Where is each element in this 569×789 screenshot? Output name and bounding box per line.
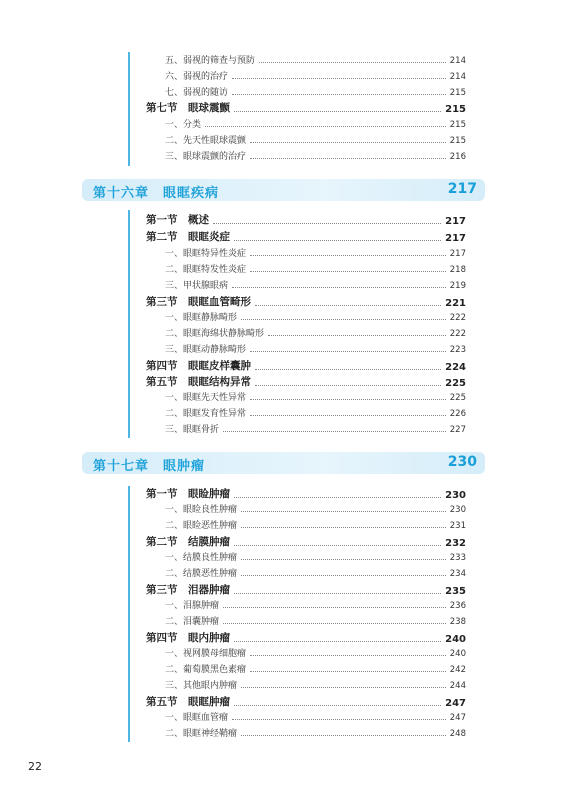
toc-item[interactable] (165, 710, 466, 723)
toc-section-label: 第二节 眼眶炎症 (146, 231, 230, 243)
leader-dots (250, 142, 446, 143)
toc-item-label: 六、弱视的治疗 (165, 72, 229, 82)
toc-item[interactable] (165, 646, 466, 659)
toc-accent-line (128, 52, 130, 166)
toc-section-page: 224 (445, 362, 466, 373)
leader-dots (241, 559, 446, 560)
leader-dots (250, 415, 446, 416)
toc-section-label: 第一节 眼睑肿瘤 (146, 488, 230, 500)
toc-item[interactable] (165, 614, 466, 627)
chapter-header[interactable] (82, 179, 485, 201)
leader-dots (223, 431, 446, 432)
toc-item-page: 231 (449, 521, 466, 531)
chapter-title: 第十七章 眼肿瘤 (93, 459, 206, 474)
toc-item-page: 216 (449, 152, 466, 162)
toc-item-page: 215 (449, 136, 466, 146)
toc-item-page: 222 (449, 313, 466, 323)
toc-item-page: 215 (449, 88, 466, 98)
toc-section-page: 247 (445, 698, 466, 709)
leader-dots (241, 575, 446, 576)
toc-section[interactable] (146, 294, 466, 309)
toc-item[interactable] (165, 662, 466, 675)
toc-item[interactable] (165, 726, 466, 739)
toc-section-page: 230 (445, 490, 466, 501)
toc-item-label: 一、眼眶特异性炎症 (165, 249, 247, 259)
toc-accent-line (128, 210, 130, 438)
toc-item[interactable] (165, 390, 466, 403)
toc-section[interactable] (146, 486, 466, 501)
chapter-page: 230 (447, 454, 477, 470)
toc-item[interactable] (165, 117, 466, 130)
toc-item[interactable] (165, 678, 466, 691)
leader-dots (259, 62, 446, 63)
leader-dots (250, 399, 446, 400)
leader-dots (255, 385, 441, 386)
leader-dots (250, 655, 446, 656)
toc-item-page: 236 (449, 601, 466, 611)
leader-dots (234, 593, 441, 594)
chapter-page: 217 (447, 181, 477, 197)
leader-dots (234, 497, 441, 498)
leader-dots (241, 687, 446, 688)
toc-item-label: 二、结膜恶性肿瘤 (165, 569, 238, 579)
toc-item[interactable] (165, 406, 466, 419)
toc-section[interactable] (146, 534, 466, 549)
toc-item-label: 三、眼眶骨折 (165, 425, 220, 435)
leader-dots (232, 719, 446, 720)
toc-item-page: 227 (449, 425, 466, 435)
toc-item[interactable] (165, 53, 466, 66)
leader-dots (234, 111, 441, 112)
leader-dots (250, 671, 446, 672)
toc-item-page: 226 (449, 409, 466, 419)
toc-section[interactable] (146, 229, 466, 244)
toc-item-label: 一、眼睑良性肿瘤 (165, 505, 238, 515)
toc-item-label: 一、视网膜母细胞瘤 (165, 649, 247, 659)
toc-section[interactable] (146, 582, 466, 597)
toc-item-label: 七、弱视的随访 (165, 88, 229, 98)
toc-item-page: 248 (449, 729, 466, 739)
leader-dots (234, 240, 441, 241)
chapter-header[interactable] (82, 452, 485, 474)
toc-item-label: 一、结膜良性肿瘤 (165, 553, 238, 563)
toc-item-label: 二、眼眶神经鞘瘤 (165, 729, 238, 739)
toc-item[interactable] (165, 502, 466, 515)
toc-item-page: 214 (449, 56, 466, 66)
toc-item-label: 二、泪囊肿瘤 (165, 617, 220, 627)
toc-section-page: 232 (445, 538, 466, 549)
toc-section-label: 第四节 眼眶皮样囊肿 (146, 360, 251, 372)
toc-item-label: 二、眼眶特发性炎症 (165, 265, 247, 275)
toc-item-page: 247 (449, 713, 466, 723)
toc-item-page: 214 (449, 72, 466, 82)
leader-dots (250, 351, 446, 352)
toc-section-page: 225 (445, 378, 466, 389)
toc-item-label: 二、眼眶海绵状静脉畸形 (165, 329, 265, 339)
toc-section[interactable] (146, 358, 466, 373)
toc-item-page: 230 (449, 505, 466, 515)
toc-item-page: 223 (449, 345, 466, 355)
toc-item[interactable] (165, 422, 466, 435)
leader-dots (241, 527, 446, 528)
toc-item-label: 三、甲状腺眼病 (165, 281, 229, 291)
leader-dots (250, 158, 446, 159)
toc-item-page: 233 (449, 553, 466, 563)
toc-section-label: 第五节 眼眶肿瘤 (146, 696, 230, 708)
toc-item-page: 218 (449, 265, 466, 275)
leader-dots (241, 319, 446, 320)
leader-dots (255, 369, 441, 370)
leader-dots (232, 78, 446, 79)
toc-item[interactable] (165, 69, 466, 82)
toc-item-page: 238 (449, 617, 466, 627)
toc-item[interactable] (165, 566, 466, 579)
chapter-title: 第十六章 眼眶疾病 (93, 186, 220, 201)
toc-section[interactable] (146, 630, 466, 645)
leader-dots (234, 641, 441, 642)
toc-item-label: 五、弱视的筛查与预防 (165, 56, 256, 66)
toc-item[interactable] (165, 149, 466, 162)
toc-section-label: 第七节 眼球震颤 (146, 102, 230, 114)
toc-section-page: 217 (445, 233, 466, 244)
toc-item-label: 三、眼眶动静脉畸形 (165, 345, 247, 355)
leader-dots (241, 735, 446, 736)
toc-item-label: 一、泪腺肿瘤 (165, 601, 220, 611)
toc-item-page: 244 (449, 681, 466, 691)
toc-item-label: 一、分类 (165, 120, 202, 130)
leader-dots (205, 126, 446, 127)
toc-section-label: 第五节 眼眶结构异常 (146, 376, 251, 388)
toc-item[interactable] (165, 262, 466, 275)
toc-item-label: 二、眼睑恶性肿瘤 (165, 521, 238, 531)
toc-item-label: 三、其他眼内肿瘤 (165, 681, 238, 691)
toc-item-label: 一、眼眶静脉畸形 (165, 313, 238, 323)
toc-item-page: 215 (449, 120, 466, 130)
toc-item[interactable] (165, 342, 466, 355)
toc-item-label: 三、眼球震颤的治疗 (165, 152, 247, 162)
toc-item-page: 234 (449, 569, 466, 579)
toc-item-label: 二、葡萄膜黑色素瘤 (165, 665, 247, 675)
leader-dots (223, 623, 446, 624)
toc-item-label: 一、眼眶血管瘤 (165, 713, 229, 723)
toc-section-page: 217 (445, 216, 466, 227)
leader-dots (268, 335, 446, 336)
toc-item[interactable] (165, 518, 466, 531)
toc-section-label: 第四节 眼内肿瘤 (146, 632, 230, 644)
leader-dots (241, 511, 446, 512)
leader-dots (213, 223, 441, 224)
toc-item[interactable] (165, 598, 466, 611)
toc-section-page: 235 (445, 586, 466, 597)
page-number: 22 (28, 760, 42, 773)
leader-dots (232, 94, 446, 95)
leader-dots (250, 255, 446, 256)
leader-dots (255, 305, 441, 306)
toc-section-page: 240 (445, 634, 466, 645)
toc-item[interactable] (165, 278, 466, 291)
toc-item-label: 一、眼眶先天性异常 (165, 393, 247, 403)
toc-item-page: 222 (449, 329, 466, 339)
leader-dots (232, 287, 446, 288)
toc-section-label: 第三节 眼眶血管畸形 (146, 296, 251, 308)
toc-section[interactable] (146, 100, 466, 115)
leader-dots (234, 705, 441, 706)
toc-section-page: 221 (445, 298, 466, 309)
toc-item-page: 242 (449, 665, 466, 675)
toc-item-page: 240 (449, 649, 466, 659)
leader-dots (250, 271, 446, 272)
toc-item[interactable] (165, 246, 466, 259)
toc-item-page: 217 (449, 249, 466, 259)
toc-section-page: 215 (445, 104, 466, 115)
toc-section[interactable] (146, 374, 466, 389)
toc-section-label: 第一节 概述 (146, 214, 209, 226)
leader-dots (223, 607, 446, 608)
toc-item-page: 219 (449, 281, 466, 291)
toc-item[interactable] (165, 85, 466, 98)
toc-item[interactable] (165, 326, 466, 339)
toc-section-label: 第三节 泪器肿瘤 (146, 584, 230, 596)
toc-item-page: 225 (449, 393, 466, 403)
toc-item[interactable] (165, 133, 466, 146)
toc-item-label: 二、先天性眼球震颤 (165, 136, 247, 146)
toc-item-label: 二、眼眶发育性异常 (165, 409, 247, 419)
toc-section[interactable] (146, 212, 466, 227)
toc-item[interactable] (165, 550, 466, 563)
leader-dots (234, 545, 441, 546)
toc-section[interactable] (146, 694, 466, 709)
toc-accent-line (128, 486, 130, 742)
toc-section-label: 第二节 结膜肿瘤 (146, 536, 230, 548)
toc-item[interactable] (165, 310, 466, 323)
